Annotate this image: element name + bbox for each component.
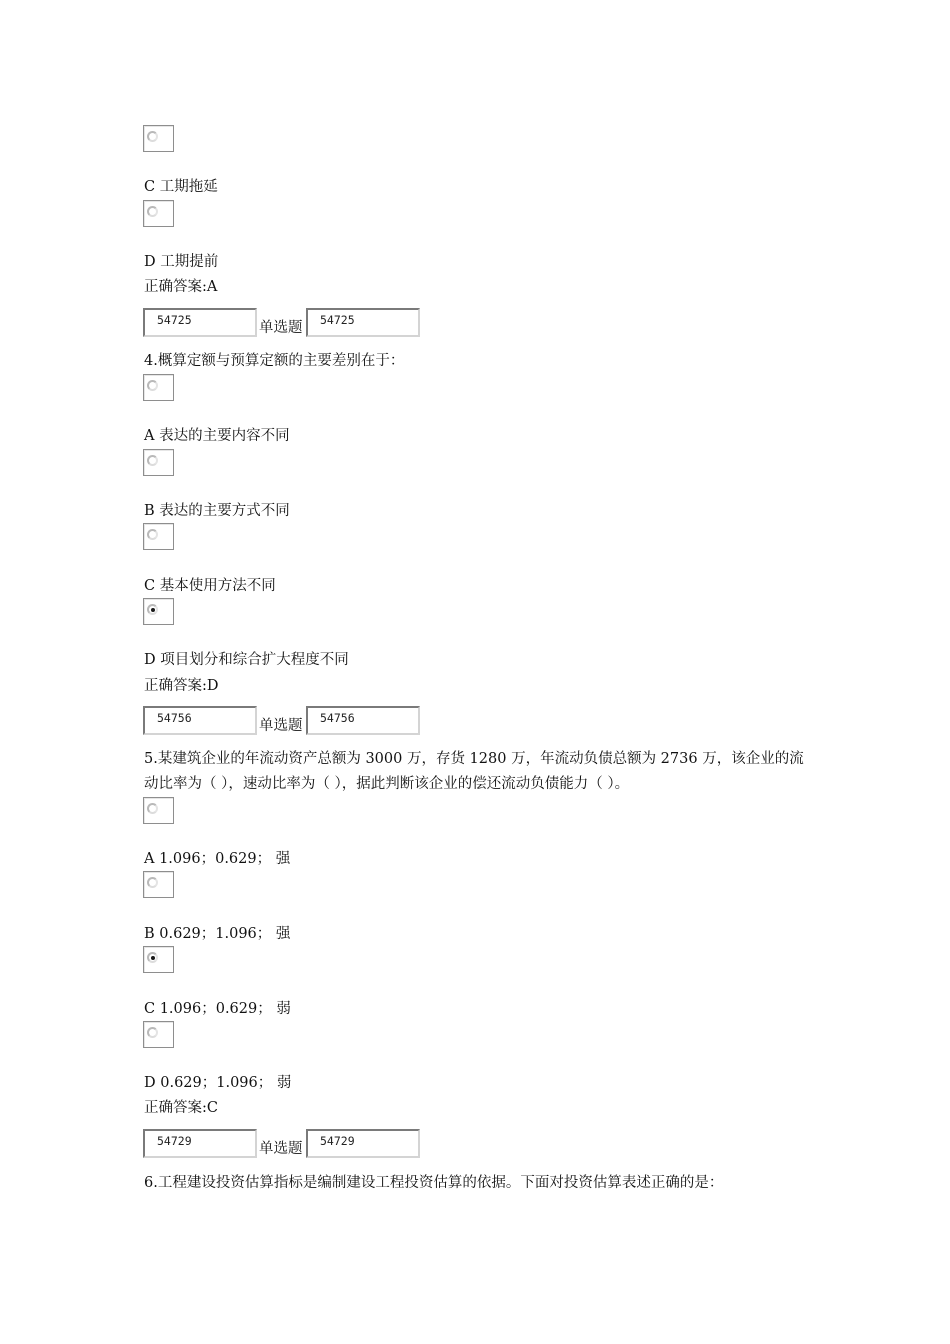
- q5-type-label: 单选题: [259, 1141, 303, 1157]
- radio-q3-option-c[interactable]: [143, 125, 174, 152]
- radio-circle-icon: [147, 604, 158, 615]
- q5-id-field-right[interactable]: 54729: [306, 1129, 420, 1158]
- q4-id-field-right[interactable]: 54756: [306, 706, 420, 735]
- q5-option-a-text: A 1.096；0.629； 强: [144, 851, 291, 867]
- q4-option-a-text: A 表达的主要内容不同: [144, 428, 290, 444]
- radio-circle-icon: [147, 877, 158, 888]
- radio-circle-icon: [147, 131, 158, 142]
- radio-q4-option-a[interactable]: [143, 374, 174, 401]
- radio-circle-icon: [147, 206, 158, 217]
- q6-question-text: 6.工程建设投资估算指标是编制建设工程投资估算的依据。下面对投资估算表述正确的是：: [144, 1175, 724, 1191]
- radio-q5-option-c[interactable]: [143, 946, 174, 973]
- q4-question-text: 4.概算定额与预算定额的主要差别在于：: [144, 353, 405, 369]
- q5-id-field-left[interactable]: 54729: [143, 1129, 257, 1158]
- radio-q4-option-b[interactable]: [143, 449, 174, 476]
- q3-option-c-text: C 工期拖延: [144, 179, 218, 195]
- q5-correct-answer: 正确答案:C: [144, 1100, 218, 1116]
- q4-option-d-text: D 项目划分和综合扩大程度不同: [144, 652, 349, 668]
- radio-circle-icon: [147, 529, 158, 540]
- q4-option-b-text: B 表达的主要方式不同: [144, 503, 290, 519]
- radio-circle-icon: [147, 380, 158, 391]
- radio-circle-icon: [147, 455, 158, 466]
- radio-circle-icon: [147, 952, 158, 963]
- radio-circle-icon: [147, 1027, 158, 1038]
- q3-correct-answer: 正确答案:A: [144, 279, 218, 295]
- radio-q3-option-d[interactable]: [143, 200, 174, 227]
- radio-dot-icon: [151, 956, 155, 960]
- q4-type-label: 单选题: [259, 718, 303, 734]
- radio-q4-option-d[interactable]: [143, 598, 174, 625]
- q5-option-b-text: B 0.629；1.096； 强: [144, 926, 291, 942]
- radio-q5-option-a[interactable]: [143, 797, 174, 824]
- radio-circle-icon: [147, 803, 158, 814]
- radio-dot-icon: [151, 608, 155, 612]
- q5-question-text: 5.某建筑企业的年流动资产总额为 3000 万，存货 1280 万，年流动负债总额为 2736 万，该企业的流动比率为（ ），速动比率为（ ），据此判断该企业的偿还流动负债能力（ ）。: [144, 751, 804, 792]
- q4-correct-answer: 正确答案:D: [144, 678, 219, 694]
- q3-type-label: 单选题: [259, 320, 303, 336]
- q3-id-field-right[interactable]: 54725: [306, 308, 420, 337]
- q5-option-d-text: D 0.629；1.096； 弱: [144, 1075, 292, 1091]
- q3-option-d-text: D 工期提前: [144, 254, 219, 270]
- q4-id-field-left[interactable]: 54756: [143, 706, 257, 735]
- radio-q5-option-d[interactable]: [143, 1021, 174, 1048]
- q3-id-field-left[interactable]: 54725: [143, 308, 257, 337]
- radio-q5-option-b[interactable]: [143, 871, 174, 898]
- q5-option-c-text: C 1.096；0.629； 弱: [144, 1001, 291, 1017]
- q4-option-c-text: C 基本使用方法不同: [144, 578, 276, 594]
- radio-q4-option-c[interactable]: [143, 523, 174, 550]
